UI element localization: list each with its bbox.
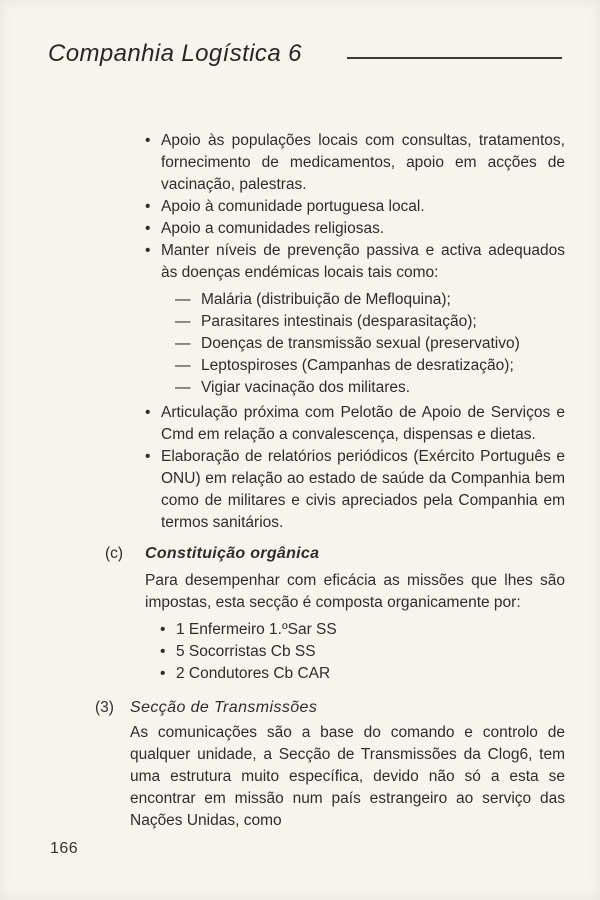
bullet-list-reporting: [145, 402, 565, 534]
bullet-marker: •: [160, 643, 166, 660]
list-item: [175, 289, 565, 311]
page-number: 166: [50, 840, 79, 857]
list-item-text: Vigiar vacinação dos militares.: [201, 379, 411, 396]
dash-marker: —: [175, 291, 191, 308]
list-item: [145, 446, 565, 534]
list-item-text: Articulação próxima com Pelotão de Apoio de Serviços e Cmd em relação a convalescença, dispensas e dietas.: [161, 404, 565, 443]
list-item-text: Apoio a comunidades religiosas.: [161, 220, 385, 237]
list-item-text: Doenças de transmissão sexual (preservativo): [201, 335, 520, 352]
dash-marker: —: [175, 335, 191, 352]
bullet-marker: •: [160, 665, 166, 682]
list-item-text: Manter níveis de prevenção passiva e activa adequados às doenças endémicas locais tais como:: [161, 242, 565, 281]
dash-list-diseases: [175, 289, 565, 399]
list-item-text: Malária (distribuição de Mefloquina);: [201, 291, 451, 308]
dash-marker: —: [175, 313, 191, 330]
list-item-text: 2 Condutores Cb CAR: [176, 665, 331, 682]
bullet-marker: •: [145, 220, 151, 237]
section-paragraph: Para desempenhar com eficácia as missões que lhes são impostas, esta secção é composta organicamente por:: [145, 572, 565, 611]
section-label: (3): [95, 699, 114, 716]
section-heading-row: [105, 543, 565, 565]
list-item-text: Apoio à comunidade portuguesa local.: [161, 198, 425, 215]
bullet-marker: •: [145, 198, 151, 215]
list-item: [160, 619, 565, 641]
section-heading-row: [95, 697, 565, 719]
bullet-marker: •: [160, 621, 166, 638]
dash-marker: —: [175, 357, 191, 374]
bullet-list-medical-support: [145, 130, 565, 284]
list-item: [175, 355, 565, 377]
list-item: [175, 333, 565, 355]
bullet-marker: •: [145, 404, 151, 421]
section-heading: Constituição orgânica: [145, 545, 320, 562]
list-item-text: Parasitares intestinais (desparasitação);: [201, 313, 477, 330]
section-label: (c): [105, 545, 124, 562]
page-body: [0, 130, 600, 832]
list-item: [175, 311, 565, 333]
list-item: [175, 377, 565, 399]
list-item: [160, 663, 565, 685]
list-item: [160, 641, 565, 663]
list-item: [145, 196, 565, 218]
dash-marker: —: [175, 379, 191, 396]
list-item: [145, 402, 565, 446]
header-rule: [347, 57, 562, 59]
section-heading: Secção de Transmissões: [130, 699, 318, 716]
bullet-marker: •: [145, 242, 151, 259]
list-item-text: 5 Socorristas Cb SS: [176, 643, 316, 660]
section-paragraph: As comunicações são a base do comando e controlo de qualquer unidade, a Secção de Transmissões da Clog6, tem uma estrutura muito específica, devido não só a esta se encontrar em missão num país estrangeiro ao serviço das Nações Unidas, como: [130, 724, 565, 829]
list-item-text: 1 Enfermeiro 1.ºSar SS: [176, 621, 337, 638]
section-constituicao-organica: [105, 543, 565, 685]
list-item-text: Elaboração de relatórios periódicos (Exército Português e ONU) em relação ao estado de saúde da Companhia bem como de militares e civis apreciados pela Companhia em termos sanitários.: [161, 448, 565, 531]
section-seccao-transmissoes: [95, 697, 565, 832]
bullet-list-personnel: [160, 619, 565, 685]
running-header-title: Companhia Logística 6: [48, 40, 302, 67]
page-header: [48, 40, 562, 68]
list-item-text: Leptospiroses (Campanhas de desratização);: [201, 357, 514, 374]
list-item: [145, 240, 565, 284]
list-item-text: Apoio às populações locais com consultas, tratamentos, fornecimento de medicamentos, apoio em acções de vacinação, palestras.: [161, 132, 565, 193]
list-item: [145, 130, 565, 196]
bullet-marker: •: [145, 132, 151, 149]
list-item: [145, 218, 565, 240]
bullet-marker: •: [145, 448, 151, 465]
